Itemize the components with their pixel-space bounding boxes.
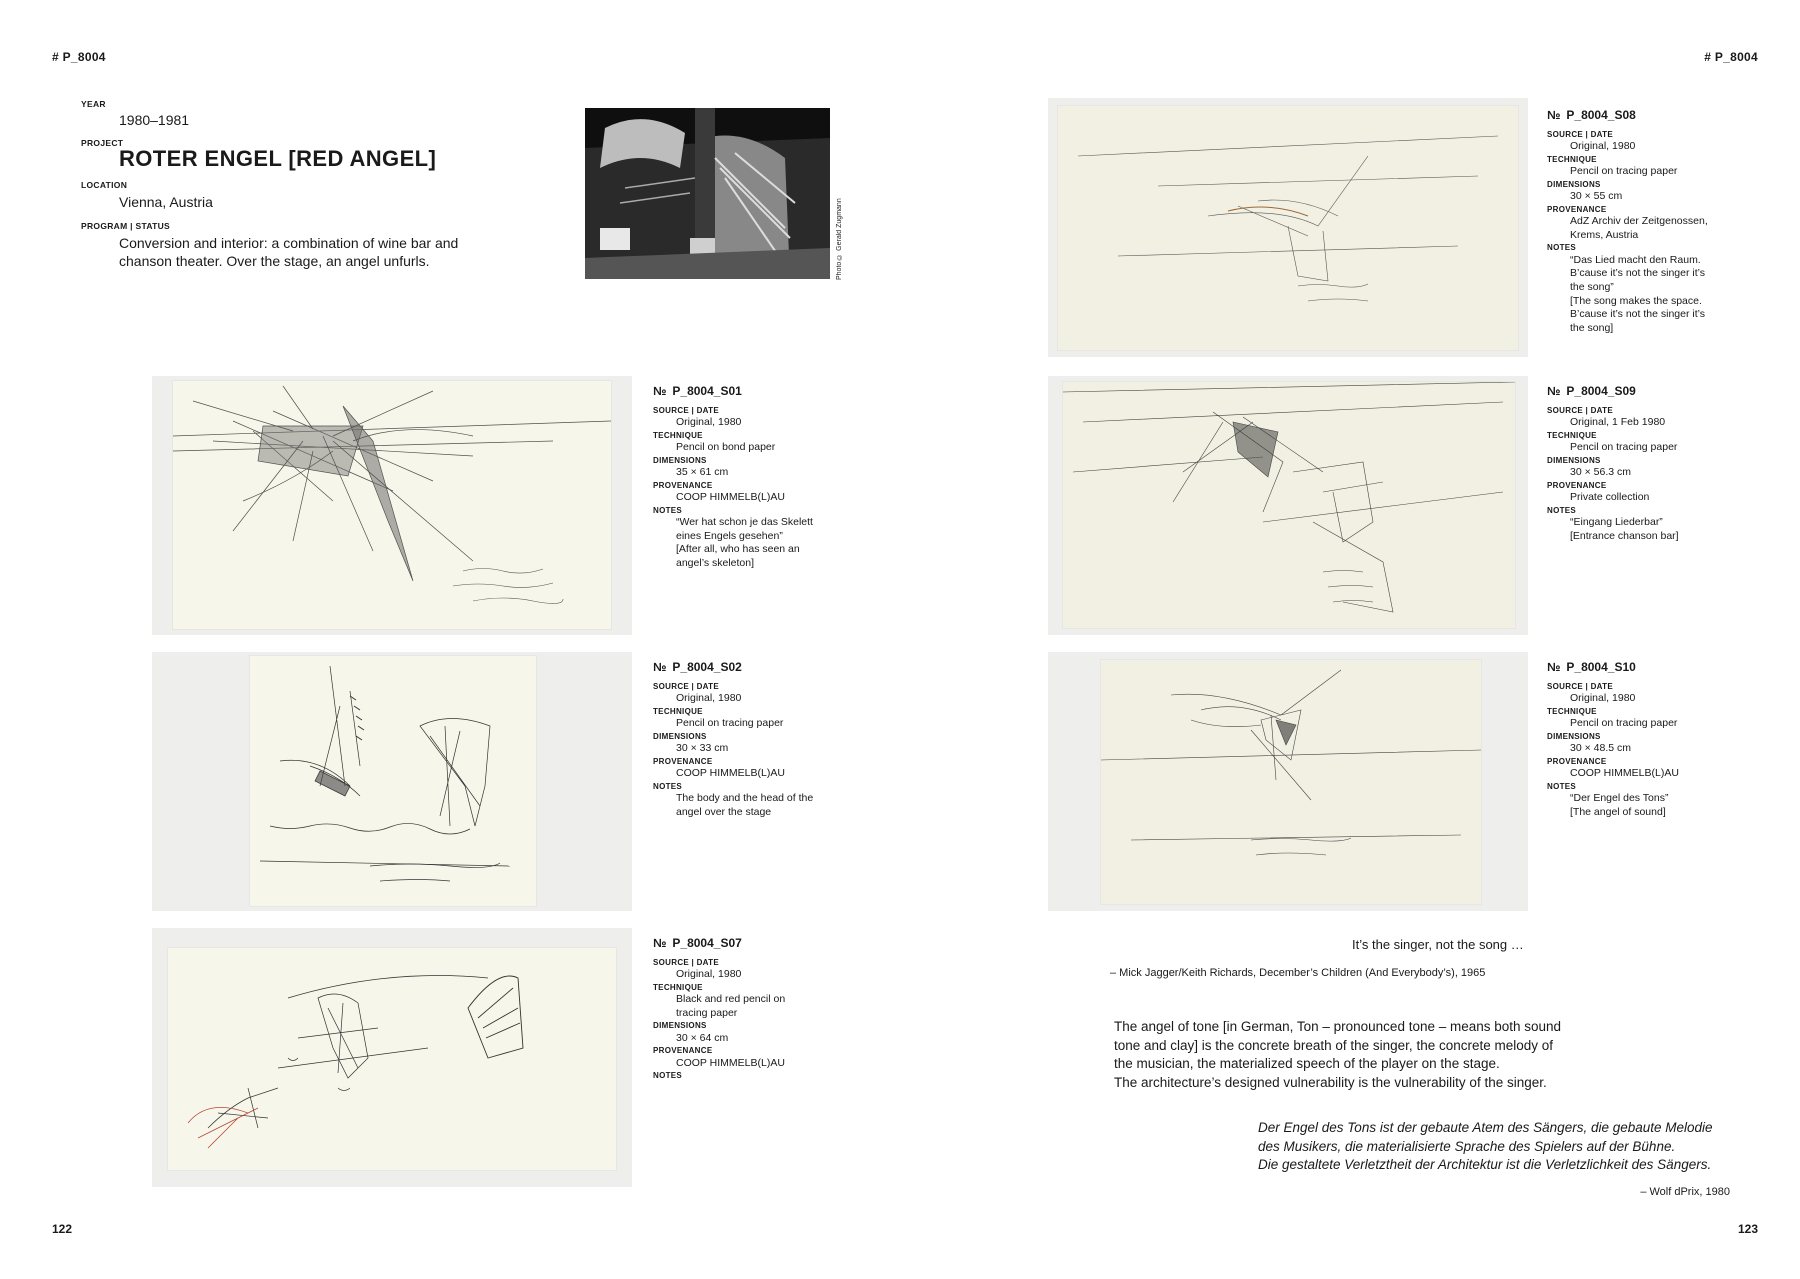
essay-attribution: – Wolf dPrix, 1980: [1640, 1186, 1730, 1198]
technique-value: Pencil on tracing paper: [1570, 717, 1678, 730]
drawing-id: P_8004_S02: [672, 660, 742, 674]
technique-label: TECHNIQUE: [1547, 706, 1597, 716]
notes-line: [After all, who has seen an: [676, 543, 800, 556]
technique-value: Pencil on tracing paper: [676, 717, 784, 730]
caption-s01: [653, 384, 843, 571]
technique-value: Pencil on bond paper: [676, 441, 776, 454]
essay-line: The architecture’s designed vulnerability is the vulnerability of the singer.: [1114, 1074, 1547, 1090]
essay-line: the musician, the materialized speech of the player on the stage.: [1114, 1056, 1500, 1072]
source-value: Original, 1980: [676, 415, 742, 428]
number-sign: №: [653, 936, 667, 950]
source-value: Original, 1 Feb 1980: [1570, 415, 1666, 428]
technique-label: TECHNIQUE: [653, 982, 703, 992]
page-header-right: # P_8004: [1704, 50, 1758, 64]
page-number-left: 122: [52, 1222, 73, 1236]
provenance-label: PROVENANCE: [1547, 756, 1607, 766]
caption-s10: [1547, 660, 1737, 819]
essay-line: The angel of tone [in German, Ton – pronounced tone – means both sound: [1114, 1019, 1562, 1034]
caption-s02: [653, 660, 843, 819]
caption-s07: [653, 936, 843, 1082]
drawing-s10: [1101, 660, 1481, 904]
program-line-1: Conversion and interior: a combination of wine bar and: [119, 235, 459, 251]
drawing-frame-s09: [1048, 376, 1528, 635]
provenance-label: PROVENANCE: [1547, 204, 1607, 214]
technique-value: tracing paper: [676, 1006, 738, 1019]
drawing-frame-s10: [1048, 652, 1528, 911]
notes-line: angel’s skeleton]: [676, 557, 755, 570]
drawing-frame-s07: [152, 928, 632, 1187]
source-label: SOURCE | DATE: [1547, 129, 1613, 139]
technique-label: TECHNIQUE: [1547, 430, 1597, 440]
notes-line: “Das Lied macht den Raum.: [1570, 253, 1701, 266]
notes-line: eines Engels gesehen”: [676, 529, 783, 542]
drawing-id: P_8004_S07: [672, 936, 742, 950]
provenance-label: PROVENANCE: [1547, 480, 1607, 490]
notes-label: NOTES: [1547, 243, 1577, 253]
dimensions-value: 35 × 61 cm: [676, 466, 729, 479]
drawing-id: P_8004_S09: [1566, 384, 1636, 398]
provenance-label: PROVENANCE: [653, 1046, 713, 1056]
number-sign: №: [1547, 108, 1561, 122]
project-title: ROTER ENGEL [RED ANGEL]: [119, 146, 437, 171]
location-value: Vienna, Austria: [119, 194, 213, 210]
drawing-s08: [1058, 106, 1518, 350]
dimensions-value: 30 × 64 cm: [676, 1031, 729, 1044]
program-line-2: chanson theater. Over the stage, an angel unfurls.: [119, 253, 430, 269]
location-label: LOCATION: [81, 180, 128, 190]
source-value: Original, 1980: [676, 967, 742, 980]
source-label: SOURCE | DATE: [1547, 681, 1613, 691]
number-sign: №: [1547, 660, 1561, 674]
year-value: 1980–1981: [119, 112, 190, 128]
quote-source: – Mick Jagger/Keith Richards, December’s Children (And Everybody’s), 1965: [1110, 967, 1486, 979]
drawing-id: P_8004_S10: [1566, 660, 1636, 674]
notes-line: B’cause it’s not the singer it’s: [1570, 308, 1706, 321]
photo-credit: Photo © Gerald Zugmann: [836, 198, 843, 280]
dimensions-value: 30 × 48.5 cm: [1570, 742, 1631, 755]
technique-label: TECHNIQUE: [653, 706, 703, 716]
source-label: SOURCE | DATE: [1547, 405, 1613, 415]
provenance-value: Krems, Austria: [1570, 228, 1639, 241]
program-label: PROGRAM | STATUS: [81, 221, 171, 231]
notes-line: angel over the stage: [676, 805, 772, 818]
dimensions-value: 30 × 56.3 cm: [1570, 466, 1631, 479]
drawing-id: P_8004_S01: [672, 384, 742, 398]
technique-value: Pencil on tracing paper: [1570, 441, 1678, 454]
caption-s08: [1547, 108, 1737, 336]
dimensions-label: DIMENSIONS: [653, 455, 707, 465]
notes-line: “Eingang Liederbar”: [1570, 516, 1663, 529]
dimensions-value: 30 × 55 cm: [1570, 190, 1623, 203]
drawing-frame-s02: [152, 652, 632, 911]
drawing-s07: [168, 948, 616, 1170]
notes-line: the song”: [1570, 281, 1614, 294]
notes-line: “Wer hat schon je das Skelett: [676, 516, 813, 529]
number-sign: №: [653, 660, 667, 674]
dimensions-label: DIMENSIONS: [1547, 455, 1601, 465]
dimensions-label: DIMENSIONS: [1547, 179, 1601, 189]
drawing-s09: [1063, 382, 1515, 628]
dimensions-label: DIMENSIONS: [1547, 731, 1601, 741]
year-label: YEAR: [81, 99, 106, 109]
technique-value: Pencil on tracing paper: [1570, 165, 1678, 178]
interior-photo: [585, 108, 830, 279]
quote-text: It’s the singer, not the song …: [1352, 937, 1524, 952]
drawing-s02: [250, 656, 536, 906]
notes-line: B’cause it’s not the singer it’s: [1570, 267, 1706, 280]
caption-s09: [1547, 384, 1737, 543]
source-value: Original, 1980: [676, 691, 742, 704]
provenance-value: COOP HIMMELB(L)AU: [676, 491, 785, 504]
number-sign: №: [1547, 384, 1561, 398]
source-label: SOURCE | DATE: [653, 957, 719, 967]
notes-label: NOTES: [653, 505, 683, 515]
provenance-value: AdZ Archiv der Zeitgenossen,: [1570, 215, 1708, 228]
essay-line: des Musikers, die materialisierte Sprache des Spielers auf der Bühne.: [1258, 1138, 1676, 1154]
project-label: PROJECT: [81, 138, 124, 148]
notes-line: [Entrance chanson bar]: [1570, 529, 1679, 542]
notes-label: NOTES: [1547, 781, 1577, 791]
technique-label: TECHNIQUE: [1547, 154, 1597, 164]
dimensions-label: DIMENSIONS: [653, 1021, 707, 1031]
source-label: SOURCE | DATE: [653, 405, 719, 415]
essay-english: [1114, 1018, 1584, 1093]
technique-label: TECHNIQUE: [653, 430, 703, 440]
notes-line: the song]: [1570, 321, 1614, 334]
number-sign: №: [653, 384, 667, 398]
drawing-frame-s01: [152, 376, 632, 635]
provenance-value: COOP HIMMELB(L)AU: [676, 1056, 785, 1069]
dimensions-value: 30 × 33 cm: [676, 742, 729, 755]
notes-line: The body and the head of the: [676, 792, 814, 805]
source-value: Original, 1980: [1570, 691, 1636, 704]
provenance-label: PROVENANCE: [653, 756, 713, 766]
essay-line: tone and clay] is the concrete breath of the singer, the concrete melody of: [1114, 1037, 1554, 1053]
notes-label: NOTES: [1547, 505, 1577, 515]
source-label: SOURCE | DATE: [653, 681, 719, 691]
provenance-value: COOP HIMMELB(L)AU: [676, 767, 785, 780]
notes-line: [The angel of sound]: [1570, 805, 1666, 818]
notes-line: [The song makes the space.: [1570, 294, 1702, 307]
dimensions-label: DIMENSIONS: [653, 731, 707, 741]
technique-value: Black and red pencil on: [676, 993, 786, 1006]
page-header-left: # P_8004: [52, 50, 106, 64]
essay-line: Der Engel des Tons ist der gebaute Atem des Sängers, die gebaute Melodie: [1258, 1120, 1713, 1135]
drawing-s01: [173, 381, 611, 629]
page-number-right: 123: [1737, 1222, 1758, 1236]
drawing-frame-s08: [1048, 98, 1528, 357]
provenance-label: PROVENANCE: [653, 480, 713, 490]
drawing-id: P_8004_S08: [1566, 108, 1636, 122]
notes-label: NOTES: [653, 1071, 683, 1081]
source-value: Original, 1980: [1570, 139, 1636, 152]
notes-label: NOTES: [653, 781, 683, 791]
notes-line: “Der Engel des Tons”: [1570, 792, 1669, 805]
essay-german: [1258, 1119, 1748, 1175]
provenance-value: COOP HIMMELB(L)AU: [1570, 767, 1679, 780]
provenance-value: Private collection: [1570, 491, 1650, 504]
essay-line: Die gestaltete Verletztheit der Architektur ist die Verletzlichkeit des Sängers.: [1258, 1157, 1712, 1173]
